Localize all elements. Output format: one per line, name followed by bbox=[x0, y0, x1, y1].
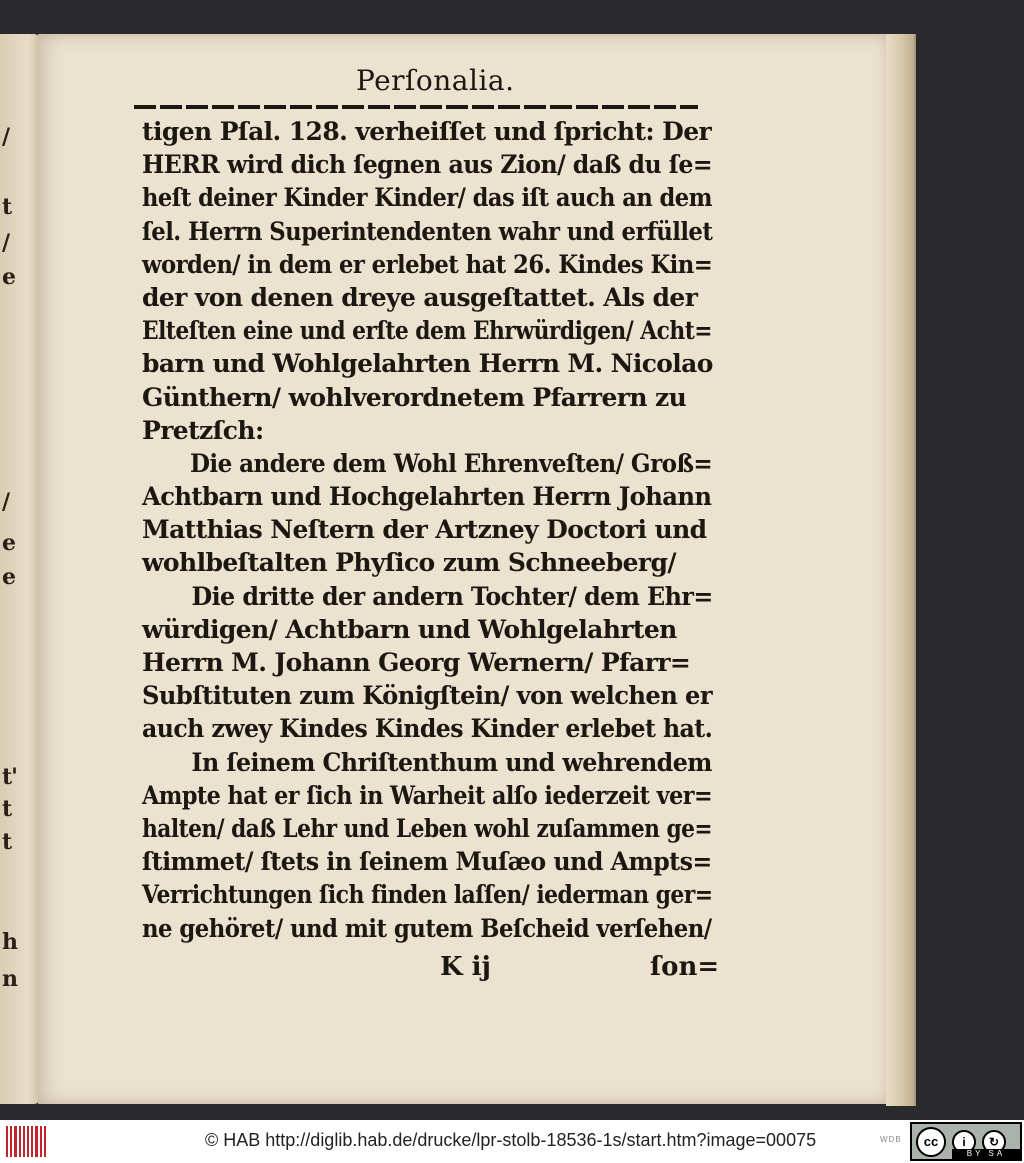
viewer-footer-bar bbox=[0, 1120, 1024, 1163]
text-line: der von denen dreye ausgeſtattet. Als der bbox=[142, 282, 698, 312]
text-line: würdigen/ Achtbarn und Wohlgelahrten bbox=[142, 614, 677, 644]
copyright-link[interactable]: © HAB http://diglib.hab.de/drucke/lpr-stolb-18536-1s/start.htm?image=00075 bbox=[205, 1130, 817, 1150]
text-line: wohlbeſtalten Phyſico zum Schneeberg/ bbox=[142, 548, 676, 578]
text-line: halten/ daß Lehr und Leben wohl zuſammen ge= bbox=[142, 813, 713, 843]
wdb-label: WDB bbox=[880, 1135, 902, 1144]
fragment: / bbox=[2, 230, 10, 256]
text-line: worden/ in dem er erlebet hat 26. Kindes Kin= bbox=[142, 249, 713, 279]
text-line: Subſtituten zum Königſtein/ von welchen er bbox=[142, 681, 713, 711]
text-line: Matthias Neſtern der Artzney Doctori und bbox=[142, 515, 707, 545]
fragment: / bbox=[2, 489, 10, 515]
text-line: Elteſten eine und erſte dem Ehrwürdigen/ Acht= bbox=[142, 316, 713, 346]
text-line: Herrn M. Johann Georg Wernern/ Pfarr= bbox=[142, 648, 691, 677]
cc-icon: cc bbox=[916, 1127, 946, 1157]
fragment: h bbox=[2, 929, 17, 955]
fragment: t' bbox=[2, 764, 17, 790]
catchword: ſon= bbox=[650, 952, 720, 982]
cc-by-sa-license-badge[interactable] bbox=[910, 1122, 1022, 1161]
signature-mark: K ij bbox=[440, 952, 491, 982]
fragment: / bbox=[2, 124, 10, 150]
text-line: heſt deiner Kinder Kinder/ das iſt auch an dem bbox=[142, 183, 712, 213]
fragment: e bbox=[2, 530, 15, 556]
body-text bbox=[142, 115, 712, 945]
fragment: t bbox=[2, 194, 12, 220]
text-line: HERR wird dich ſegnen aus Zion/ daß du ſe= bbox=[142, 150, 713, 180]
text-line: ne gehöret/ und mit gutem Beſcheid verſehen/ bbox=[142, 913, 712, 943]
text-line: Die andere dem Wohl Ehrenveſten/ Groß= bbox=[189, 448, 713, 478]
text-line: In ſeinem Chriſtenthum und wehrendem bbox=[191, 747, 712, 777]
text-line: tigen Pſal. 128. verheiſſet und ſpricht: Der bbox=[142, 117, 712, 146]
text-line: ſtimmet/ ſtets in ſeinem Muſæo und Ampts= bbox=[142, 847, 712, 877]
text-line: Ampte hat er ſich in Warheit alſo iederzeit ver= bbox=[142, 780, 713, 810]
fragment: n bbox=[2, 966, 17, 992]
fragment: t bbox=[2, 796, 12, 822]
license-label: BY SA bbox=[952, 1149, 1020, 1159]
fragment: t bbox=[2, 829, 12, 855]
text-line: Die dritte der andern Tochter/ dem Ehr= bbox=[191, 581, 713, 611]
running-header: Perſonalia. bbox=[356, 64, 515, 97]
page-stack-edge bbox=[886, 34, 916, 1106]
text-line: Achtbarn und Hochgelahrten Herrn Johann bbox=[142, 482, 712, 512]
fragment: e bbox=[2, 564, 15, 590]
by-icon: i bbox=[952, 1130, 976, 1154]
text-line: Pretzſch: bbox=[142, 415, 264, 445]
sa-icon: ↻ bbox=[982, 1130, 1006, 1154]
text-line: Günthern/ wohlverordnetem Pfarrern zu bbox=[142, 382, 687, 412]
text-line: barn und Wohlgelahrten Herrn M. Nicolao bbox=[142, 349, 713, 379]
header-rule bbox=[134, 105, 698, 109]
fragment: e bbox=[2, 264, 15, 290]
text-line: ſel. Herrn Superintendenten wahr und erfüllet bbox=[142, 216, 713, 246]
text-line: auch zwey Kindes Kindes Kinder erlebet hat. bbox=[142, 714, 713, 744]
hab-logo-icon[interactable] bbox=[6, 1126, 46, 1157]
text-line: Verrichtungen ſich finden laſſen/ iederman ger= bbox=[142, 880, 713, 910]
facing-page-edge bbox=[0, 34, 40, 1104]
